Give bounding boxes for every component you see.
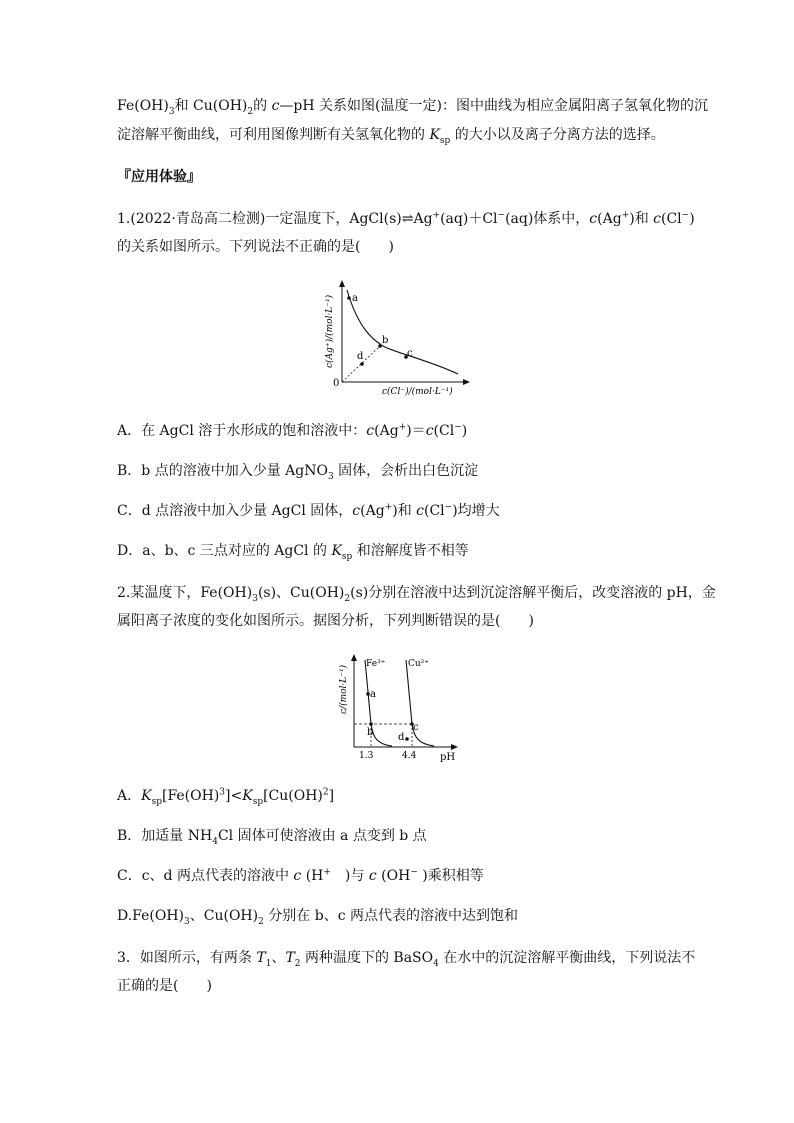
q2-option-a[interactable]: A．$K_{sp}[Fe(OH)^3]<K_{sp}[Cu(OH)^2]$ — [117, 787, 335, 807]
q2-option-b[interactable]: B．加适量 $NH_4Cl$ 固体可使溶液由 a 点变到 b 点 — [117, 828, 427, 847]
q1-stem-line-2: 的关系如图所示。下列说法不正确的是( ) — [117, 239, 394, 255]
q2-y-arrow — [351, 654, 357, 661]
q2-x-arrow — [451, 744, 458, 750]
q1-label-a: a — [352, 293, 358, 304]
intro-line-1: $Fe(OH)_3$和 $Cu(OH)_2$的 c—pH 关系如图(温度一定)：图中曲线为相应金属阳离子氢氧化物的沉 — [117, 98, 708, 117]
q2-graph — [334, 652, 464, 766]
q1-label-c: c — [407, 348, 413, 359]
q3-stem-line-2: 正确的是( ) — [117, 978, 212, 994]
q2-x-label: pH — [440, 752, 456, 763]
q2-option-c[interactable]: C．c、d 两点代表的溶液中 c (H+ )与 c (OH− )乘积相等 — [117, 867, 484, 884]
q1-x-arrow — [463, 379, 470, 385]
q1-origin: 0 — [333, 378, 340, 389]
q2-stem-line-1: 2.某温度下，$Fe(OH)_3(s)$、$Cu(OH)_2(s)$分别在溶液中达到沉淀溶解平衡后，改变溶液的 pH，金 — [117, 585, 716, 604]
q1-option-d[interactable]: D．a、b、c 三点对应的 AgCl 的 $K_{sp}$ 和溶解度皆不相等 — [117, 543, 469, 562]
q2-label-c: c — [413, 722, 419, 733]
q1-y-arrow — [339, 280, 345, 287]
q1-option-a[interactable]: A．在 AgCl 溶于水形成的饱和溶液中：c(Ag+)＝c(Cl−) — [117, 422, 468, 439]
q2-fe-label: Fe³⁺ — [366, 659, 386, 669]
q1-x-label: c(Cl⁻)/(mol·L⁻¹) — [382, 387, 453, 397]
q2-cu-label: Cu²⁺ — [408, 659, 430, 669]
q1-point-a — [347, 296, 351, 300]
q2-point-d — [405, 737, 409, 741]
q1-option-b[interactable]: B．b 点的溶液中加入少量 AgNO$_3$ 固体，会析出白色沉淀 — [117, 463, 479, 482]
q2-tick-2: 4.4 — [402, 751, 417, 761]
q2-label-b: b — [367, 727, 374, 738]
q1-point-d — [360, 362, 364, 366]
q1-graph — [318, 278, 478, 400]
q1-label-d: d — [357, 351, 364, 362]
q1-y-label: c(Ag⁺)/(mol·L⁻¹) — [325, 294, 335, 368]
q2-point-b — [369, 722, 373, 726]
q1-stem-line-1: 1.(2022·青岛高二检测)一定温度下，AgCl(s)⇌Ag+(aq)＋Cl−(aq)体系中，c(Ag+)和 c(Cl−) — [117, 210, 695, 227]
q2-label-a: a — [370, 689, 376, 700]
q1-option-c[interactable]: C．d 点溶液中加入少量 AgCl 固体，c(Ag+)和 c(Cl−)均增大 — [117, 502, 500, 519]
intro-line-2: 淀溶解平衡曲线，可利用图像判断有关氢氧化物的 $K_{sp}$ 的大小以及离子分离方法的选择。 — [117, 127, 665, 146]
q2-label-d: d — [398, 732, 405, 743]
q3-stem-line-1: 3．如图所示，有两条 $T_1$、$T_2$ 两种温度下的 BaSO$_4$ 在水中的沉淀溶解平衡曲线，下列说法不 — [117, 950, 696, 969]
q2-tick-1: 1.3 — [359, 751, 374, 761]
q2-y-label: c/(mol·L⁻¹) — [339, 664, 349, 714]
q2-cu-curve — [406, 660, 434, 746]
section-title: 『应用体验』 — [117, 169, 201, 185]
q2-option-d[interactable]: $D.Fe(OH)_3$、$Cu(OH)_2$ 分别在 b、c 两点代表的溶液中达到饱和 — [117, 908, 518, 927]
q1-label-b: b — [382, 335, 389, 346]
q2-stem-line-2: 属阳离子浓度的变化如图所示。据图分析，下列判断错误的是( ) — [117, 613, 534, 629]
